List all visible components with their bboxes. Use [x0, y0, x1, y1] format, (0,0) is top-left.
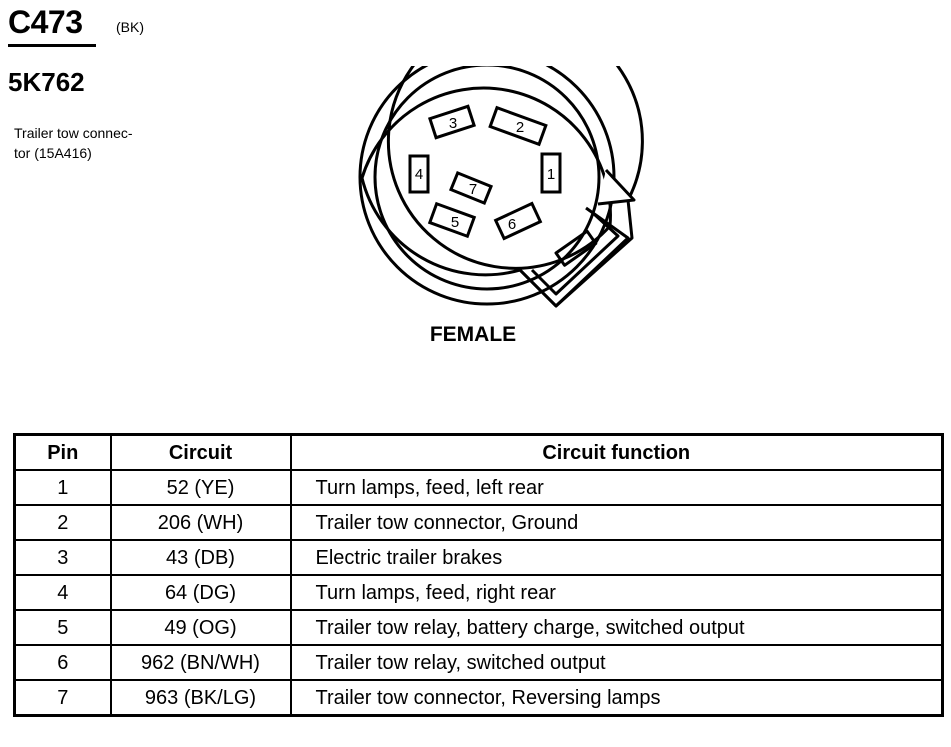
connector-gender-label: FEMALE	[429, 323, 517, 346]
row-circuit: 43 (DB)	[111, 540, 291, 575]
pin-slot-6	[496, 203, 541, 238]
row-pin: 6	[15, 645, 111, 680]
pin-label-1: 1	[546, 166, 556, 183]
row-function: Turn lamps, feed, right rear	[291, 575, 943, 610]
row-circuit: 962 (BN/WH)	[111, 645, 291, 680]
row-pin: 5	[15, 610, 111, 645]
header-circuit-function: Circuit function	[291, 435, 943, 471]
table-row	[15, 610, 943, 645]
connector-color: (BK)	[116, 19, 144, 35]
connector-code-underline	[8, 44, 96, 47]
latch-tab	[556, 231, 596, 265]
row-circuit: 52 (YE)	[111, 470, 291, 505]
table-row	[15, 680, 943, 716]
pin-label-2: 2	[515, 119, 525, 136]
pin-label-5: 5	[450, 214, 460, 231]
table-row	[15, 645, 943, 680]
row-pin: 4	[15, 575, 111, 610]
connector-code: C473	[8, 4, 83, 40]
row-function: Turn lamps, feed, left rear	[291, 470, 943, 505]
table-row	[15, 505, 943, 540]
table-row	[15, 470, 943, 505]
header-circuit: Circuit	[111, 435, 291, 471]
row-circuit: 64 (DG)	[111, 575, 291, 610]
row-circuit: 963 (BK/LG)	[111, 680, 291, 716]
row-function: Trailer tow relay, battery charge, switched output	[291, 610, 943, 645]
pin-function-table	[13, 433, 944, 717]
pin-label-6: 6	[507, 216, 517, 233]
connector-description: Trailer tow connec- tor (15A416)	[14, 125, 133, 161]
row-pin: 2	[15, 505, 111, 540]
row-function: Trailer tow connector, Ground	[291, 505, 943, 540]
part-number: 5K762	[8, 67, 85, 97]
header-pin: Pin	[15, 435, 111, 471]
row-circuit: 206 (WH)	[111, 505, 291, 540]
row-function: Trailer tow connector, Reversing lamps	[291, 680, 943, 716]
table-row	[15, 575, 943, 610]
pin-label-3: 3	[448, 115, 458, 132]
connector-face-diagram	[356, 66, 646, 328]
row-function: Electric trailer brakes	[291, 540, 943, 575]
pin-label-7: 7	[468, 181, 478, 198]
row-circuit: 49 (OG)	[111, 610, 291, 645]
table-header-row	[15, 435, 943, 471]
table-row	[15, 540, 943, 575]
row-function: Trailer tow relay, switched output	[291, 645, 943, 680]
row-pin: 7	[15, 680, 111, 716]
row-pin: 1	[15, 470, 111, 505]
row-pin: 3	[15, 540, 111, 575]
pin-label-4: 4	[414, 166, 424, 183]
